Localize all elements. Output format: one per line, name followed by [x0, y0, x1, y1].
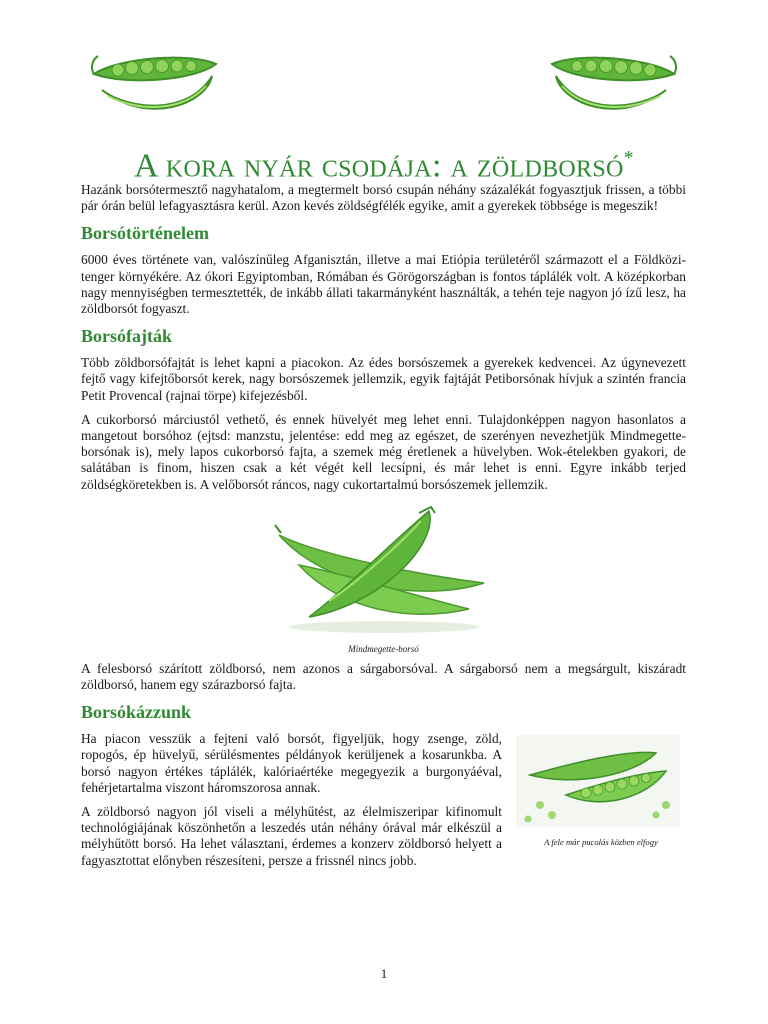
- history-paragraph: 6000 éves története van, valószínűleg Afganisztán, illetve a mai Etiópia területéről származott el a Földközi-tenger környékére. Az ókori Egyiptomban, Rómában és Görögországban is fontos táplálék volt. A középkorban nagy mennyiségben termesztették, de inkább állati takarmányként használták, a tehén teje nagyon jó ízű lesz, ha zöldborsót fogyaszt.: [81, 252, 686, 317]
- section-heading-varieties: Borsófajták: [81, 326, 172, 347]
- figure-open-pods: [516, 735, 686, 848]
- title-text: A kora nyár csodája: a zöldborsó: [134, 147, 624, 185]
- varieties-paragraph-2: A cukorborsó márciustól vethető, és ennek hüvelyét meg lehet enni. Tulajdonképpen nagyon hasonlatos a mangetout borsóhoz (ejtsd: manzstu, jelentése: edd meg az egészet, de szerényen nevezhetjük Mindmegette-borsónak is), mely lapos cukorborsó fajta, a szemek még éretlenek a hüvelyben. Wok-ételekben gyakori, de salátában is finom, hiszen csak a két végét kell lecsípni, és már lehet is enni. Egyre inkább terjed zöldségköretekben is. A velőborsót ráncos, nagy cukortartalmú borsószemek jellemzik.: [81, 411, 686, 492]
- article-body: [81, 182, 686, 877]
- title-footnote-mark: *: [623, 147, 634, 169]
- figure-caption-snow-peas: Mindmegette-borsó: [348, 643, 419, 654]
- figure-caption-open-pods: A fele már pucolás közben elfogy: [544, 837, 658, 848]
- intro-paragraph: Hazánk borsótermesztő nagyhatalom, a megtermelt borsó csupán néhány százalékát fogyasztjuk frissen, a többi pár órán belül lefagyasztásra kerül. Azon kevés zöldségfélék egyike, amit a gyerekek többsége is megeszik!: [81, 182, 686, 214]
- pea-pod-image-left: [88, 46, 220, 126]
- varieties-paragraph-1: Több zöldborsófajtát is lehet kapni a piacokon. Az édes borsószemek a gyerekek kedvencei. Az úgynevezett fejtő vagy kifejtőborsót kerek, nagy borsószemek jellemzik, egyik fajtáját Petiborsónak hívjuk a szintén francia Petit Provencal (rajnai törpe) kifejezésből.: [81, 355, 686, 403]
- open-pea-pod-image: [516, 735, 680, 827]
- tips-paragraph-1: Ha piacon vesszük a fejteni való borsót, figyeljük, hogy zsenge, zöld, ropogós, ép hüvelyű, sérülésmentes példányok kerüljenek a kosarunkba. A borsó nagyon értékes táplálék, kalóriaértéke megegyezik a burgonyáéval, fehérjetartalma viszont háromszorosa annak.: [81, 731, 502, 795]
- section-heading-tips: Borsókázzunk: [81, 702, 192, 723]
- page-number: 1: [380, 966, 388, 981]
- figure-snow-peas: [81, 505, 686, 655]
- after-figure-paragraph: A felesborsó szárított zöldborsó, nem azonos a sárgaborsóval. A sárgaborsó nem a megsárgult, kiszáradt zöldborsó, hanem egy szárazborsó fajta.: [81, 660, 686, 693]
- tips-paragraph-2: A zöldborsó nagyon jól viseli a mélyhűtést, az élelmiszeripar kifinomult technológiájának köszönhetőn a leszedés után néhány órával már elkészül a mélyhűtött borsó. Ha lehet választani, érdemes a konzerv zöldborsó helyett a fagyasztottat előnyben részesíteni, persze a frissnél nincs jobb.: [81, 804, 502, 868]
- snow-pea-image: [269, 505, 499, 635]
- section-heading-history: Borsótörténelem: [81, 223, 209, 244]
- page-title: [0, 138, 768, 186]
- pea-pod-image-right: [548, 46, 680, 126]
